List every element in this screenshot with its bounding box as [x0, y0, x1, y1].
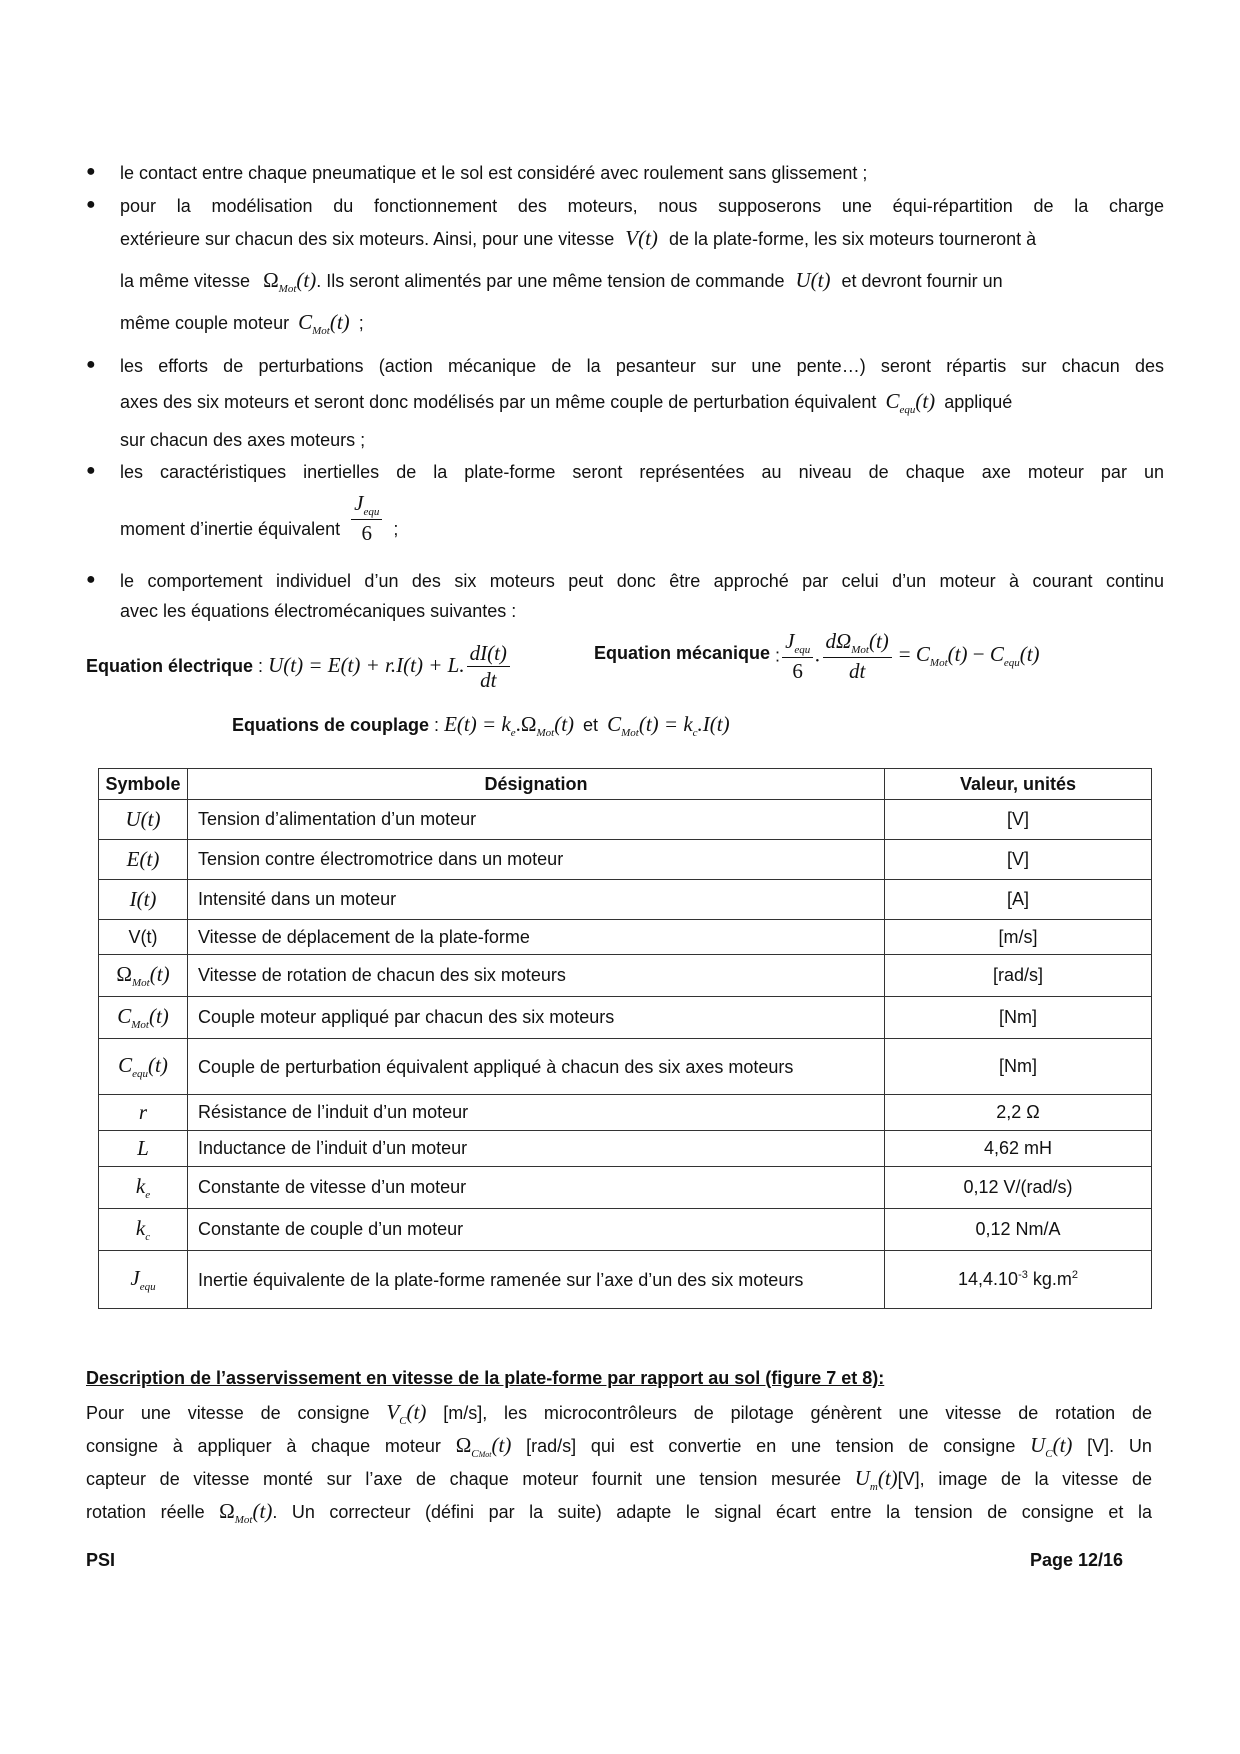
- U-symbol: U: [1030, 1433, 1046, 1457]
- J-symbol: J: [785, 629, 795, 653]
- value-mantissa: 14,4.10: [958, 1269, 1019, 1289]
- table-row: [99, 920, 1152, 955]
- omega: .Ω: [515, 712, 537, 736]
- numerator: [351, 492, 382, 520]
- value-cell: [m/s]: [885, 920, 1152, 955]
- equation-label: Equation électrique: [86, 655, 254, 676]
- text: et devront fournir un: [841, 271, 1003, 291]
- bullet-icon: ●: [86, 462, 96, 479]
- colon: :: [775, 645, 781, 666]
- paragraph-line: [86, 1466, 1152, 1493]
- text: appliqué: [944, 392, 1013, 412]
- arg: (t): [1052, 1433, 1073, 1457]
- arg: (t): [252, 1499, 273, 1523]
- symbol-cell: E(t): [99, 840, 188, 880]
- value-exponent: -3: [1018, 1269, 1028, 1281]
- subscript: c: [145, 1231, 151, 1243]
- text: [m/s], les microcontrôleurs de pilotage génèrent une vitesse de rotation de: [443, 1403, 1152, 1423]
- subscript: c: [692, 727, 698, 739]
- bullet-text-line: [120, 226, 1164, 251]
- table-row: [99, 955, 1152, 997]
- colon: :: [258, 655, 264, 676]
- C-symbol: C: [117, 1004, 132, 1028]
- value-cell: [885, 1251, 1152, 1309]
- fraction-J-equ-over-6: [351, 492, 382, 545]
- bullet-icon: ●: [86, 571, 96, 588]
- text: axes des six moteurs et seront donc modélisés par un même couple de perturbation équivalent: [120, 392, 877, 412]
- math-V: V(t): [625, 226, 658, 250]
- math-Uc: [1030, 1433, 1073, 1460]
- designation-cell: Tension contre électromotrice dans un moteur: [188, 840, 885, 880]
- designation-cell: Couple moteur appliqué par chacun des six moteurs: [188, 997, 885, 1039]
- symbol-cell: $k_c$: [99, 1209, 188, 1251]
- text: . Ils seront alimentés par une même tension de commande: [316, 271, 785, 291]
- text: [V], image de la vitesse de: [897, 1469, 1152, 1489]
- C-symbol: C: [989, 642, 1004, 667]
- value-cell: 2,2 Ω: [885, 1095, 1152, 1131]
- subscript: Mot: [131, 1019, 149, 1031]
- symbol-cell: V(t): [99, 920, 188, 955]
- text: ;: [393, 519, 399, 540]
- text: [V]. Un: [1087, 1436, 1152, 1456]
- paragraph-line: [86, 1433, 1152, 1460]
- text: moment d’inertie équivalent: [120, 519, 341, 540]
- arg: (t): [868, 629, 889, 653]
- subscript: Mot: [536, 727, 555, 739]
- minus: −: [972, 642, 985, 667]
- arg: (t): [149, 962, 170, 986]
- text: [rad/s] qui est convertie en une tension de consigne: [526, 1436, 1016, 1456]
- arg: (t): [296, 268, 317, 292]
- equation-electrique: [86, 642, 512, 692]
- C-symbol: C: [915, 642, 930, 667]
- arg: (t): [148, 1004, 169, 1028]
- bullet-text: le contact entre chaque pneumatique et le sol est considéré avec roulement sans glissement ;: [120, 163, 868, 183]
- value-cell: 0,12 V/(rad/s): [885, 1167, 1152, 1209]
- subscript: Mot: [278, 283, 297, 295]
- value-cell: [V]: [885, 800, 1152, 840]
- arg: (t): [947, 642, 968, 667]
- symbol-cell: L: [99, 1131, 188, 1167]
- subscript: C: [1045, 1448, 1053, 1460]
- header-designation: Désignation: [188, 769, 885, 800]
- math-Vc: [386, 1400, 427, 1427]
- bullet-text: avec les équations électromécaniques suivantes :: [120, 601, 517, 621]
- lhs: E(t) = k: [444, 712, 511, 736]
- designation-cell: Intensité dans un moteur: [188, 880, 885, 920]
- fraction-dOmega-dt: [823, 630, 892, 683]
- denominator: dt: [848, 659, 866, 684]
- subscript-C: C: [471, 1448, 479, 1460]
- subscript: Mot: [312, 325, 330, 337]
- table-row: [99, 997, 1152, 1039]
- subscript: equ: [1003, 657, 1020, 670]
- bullet-text: pour la modélisation du fonctionnement des moteurs, nous supposerons une équi-répartition de la charge: [120, 196, 1164, 216]
- value-cell: [Nm]: [885, 997, 1152, 1039]
- math-Um: [854, 1466, 898, 1493]
- header-symbole: Symbole: [99, 769, 188, 800]
- subscript: C: [399, 1415, 407, 1427]
- bullet-text: le comportement individuel d’un des six moteurs peut donc être approché par celui d’un moteur à courant continu: [120, 571, 1164, 591]
- omega-symbol: Ω: [116, 962, 133, 986]
- value-cell: [Nm]: [885, 1039, 1152, 1095]
- section-title: Description de l’asservissement en vitesse de la plate-forme par rapport au sol (figure 7 et 8):: [86, 1368, 885, 1388]
- designation-cell: Constante de vitesse d’un moteur: [188, 1167, 885, 1209]
- numerator: [823, 630, 892, 658]
- bullet-text-line: [120, 310, 1164, 337]
- text: même couple moteur: [120, 313, 290, 333]
- symbol-cell: [99, 1251, 188, 1309]
- bullet-icon: ●: [86, 196, 96, 213]
- designation-cell: Inertie équivalente de la plate-forme ramenée sur l’axe d’un des six moteurs: [188, 1251, 885, 1309]
- current: .I(t): [697, 712, 730, 736]
- denominator: 6: [792, 659, 803, 684]
- table-row: [99, 1209, 1152, 1251]
- math-omega-c-mot: [455, 1433, 512, 1460]
- symbol-cell: [99, 1039, 188, 1095]
- designation-cell: Vitesse de rotation de chacun des six moteurs: [188, 955, 885, 997]
- denominator: dt: [480, 668, 497, 693]
- omega-symbol: Ω: [219, 1499, 235, 1523]
- arg: (t): [1019, 642, 1040, 667]
- numerator: dI(t): [467, 642, 510, 667]
- subscript: Mot: [132, 977, 150, 989]
- math-omega-mot: [219, 1499, 273, 1526]
- table-row: [99, 1095, 1152, 1131]
- table-row: [99, 1039, 1152, 1095]
- text: capteur de vitesse monté sur l’axe de chaque moteur fournit une tension mesurée: [86, 1469, 842, 1489]
- text: consigne à appliquer à chaque moteur: [86, 1436, 441, 1456]
- arg: (t): [491, 1433, 512, 1457]
- subscript: equ: [363, 506, 380, 518]
- colon: :: [434, 715, 440, 735]
- symbol-cell: U(t): [99, 800, 188, 840]
- table-row: [99, 1131, 1152, 1167]
- designation-cell: Couple de perturbation équivalent appliqué à chacun des six axes moteurs: [188, 1039, 885, 1095]
- math-C-equ: [885, 389, 936, 416]
- designation-cell: Résistance de l’induit d’un moteur: [188, 1095, 885, 1131]
- equation-C: [607, 712, 730, 739]
- omega-symbol: Ω: [263, 268, 279, 292]
- subscript: Mot: [929, 657, 948, 670]
- text: de la plate-forme, les six moteurs tourneront à: [668, 229, 1037, 249]
- bullet-icon: ●: [86, 163, 96, 180]
- symbol-cell: I(t): [99, 880, 188, 920]
- bullet-icon: ●: [86, 356, 96, 373]
- page-number: Page 12/16: [1030, 1550, 1124, 1570]
- equation-mecanique: Equation mécanique : $\frac{J_{equ}}{6}$ . $\frac{d\Omega_{Mot}(t)}{dt}$ = $C_{Mot}(t) - C_{equ}(t)$: [594, 629, 1040, 684]
- denominator: 6: [361, 521, 372, 546]
- equations-couplage: [232, 712, 730, 739]
- value-unit: kg.m: [1027, 1269, 1072, 1289]
- value-cell: 0,12 Nm/A: [885, 1209, 1152, 1251]
- table-row: [99, 840, 1152, 880]
- bullet-text: les efforts de perturbations (action mécanique de la pesanteur sur une pente…) seront répartis sur chacun des: [120, 356, 1164, 376]
- subscript: equ: [139, 1281, 156, 1293]
- arg: (t): [406, 1400, 427, 1424]
- subscript: equ: [132, 1068, 149, 1080]
- math-U: U(t): [795, 268, 831, 292]
- bullet-text-line: [120, 268, 1164, 295]
- subscript: m: [869, 1481, 878, 1493]
- C-symbol: C: [885, 389, 900, 413]
- equals: =: [898, 642, 911, 667]
- arg: (t): [638, 712, 659, 736]
- header-valeur: Valeur, unités: [885, 769, 1152, 800]
- arg: (t): [329, 310, 350, 334]
- symbol-cell: $k_e$: [99, 1167, 188, 1209]
- subscript: Mot: [621, 727, 639, 739]
- text: Pour une vitesse de consigne: [86, 1403, 370, 1423]
- text: la même vitesse: [120, 271, 251, 291]
- arg: (t): [915, 389, 936, 413]
- table-row: [99, 1251, 1152, 1309]
- equation-label: Equation mécanique: [594, 643, 771, 664]
- value-cell: [rad/s]: [885, 955, 1152, 997]
- value-cell: 4,62 mH: [885, 1131, 1152, 1167]
- rhs: = k: [663, 712, 693, 736]
- text: ;: [358, 313, 364, 333]
- J-symbol: J: [354, 491, 364, 515]
- designation-cell: Tension d’alimentation d’un moteur: [188, 800, 885, 840]
- value-cell: [V]: [885, 840, 1152, 880]
- equation-rhs: [898, 642, 1040, 670]
- table-row: [99, 1167, 1152, 1209]
- fraction-J-equ-over-6: [782, 630, 813, 683]
- symbol-cell: [99, 997, 188, 1039]
- symbol-cell: [99, 955, 188, 997]
- subscript: equ: [794, 644, 811, 656]
- C-symbol: C: [118, 1053, 133, 1077]
- fraction-dI-dt: [467, 642, 510, 692]
- table-row: [99, 880, 1152, 920]
- designation-cell: Inductance de l’induit d’un moteur: [188, 1131, 885, 1167]
- bullet-text: sur chacun des axes moteurs ;: [120, 430, 366, 450]
- arg: (t): [148, 1053, 168, 1077]
- bullet-text-line: [120, 389, 1164, 416]
- conjunction: et: [583, 715, 599, 735]
- math-omega-mot: [263, 268, 317, 295]
- parameters-table: [98, 768, 1152, 1309]
- symbol-cell: r: [99, 1095, 188, 1131]
- text: . Un correcteur (défini par la suite) adapte le signal écart entre la tension de consigne et la: [272, 1502, 1152, 1522]
- arg: (t): [877, 1466, 898, 1490]
- subscript-Mot: Mot: [478, 1450, 492, 1459]
- omega-symbol: Ω: [455, 1433, 472, 1457]
- subscript: Mot: [851, 644, 869, 656]
- bullet-text: les caractéristiques inertielles de la plate-forme seront représentées au niveau de chaque axe moteur par un: [120, 462, 1164, 482]
- table-header-row: [99, 769, 1152, 800]
- value-cell: [A]: [885, 880, 1152, 920]
- C-symbol: C: [298, 310, 313, 334]
- designation-cell: Constante de couple d’un moteur: [188, 1209, 885, 1251]
- subscript: e: [510, 727, 516, 739]
- text: rotation réelle: [86, 1502, 205, 1522]
- C-symbol: C: [607, 712, 622, 736]
- U-symbol: U: [854, 1466, 870, 1490]
- subscript: [471, 1448, 491, 1460]
- designation-cell: Vitesse de déplacement de la plate-forme: [188, 920, 885, 955]
- table-row: [99, 800, 1152, 840]
- unit-exponent: 2: [1071, 1269, 1078, 1281]
- d-omega: dΩ: [825, 629, 852, 653]
- paragraph-line: [86, 1499, 1152, 1526]
- equation-E: [444, 712, 575, 739]
- V-symbol: V: [386, 1400, 400, 1424]
- equation-lhs: U(t) = E(t) + r.I(t) + L.: [268, 652, 465, 677]
- arg: (t): [554, 712, 575, 736]
- text: extérieure sur chacun des six moteurs. Ainsi, pour une vitesse: [120, 229, 615, 249]
- equation-label: Equations de couplage: [232, 715, 430, 735]
- subscript: Mot: [234, 1514, 253, 1526]
- footer-left: PSI: [86, 1550, 116, 1570]
- paragraph-line: [86, 1400, 1152, 1427]
- bullet-text-line: [120, 492, 1164, 545]
- J-symbol: J: [130, 1266, 140, 1290]
- math-C-mot: [298, 310, 350, 337]
- numerator: [782, 630, 813, 658]
- subscript: e: [145, 1189, 151, 1201]
- subscript: equ: [899, 404, 916, 416]
